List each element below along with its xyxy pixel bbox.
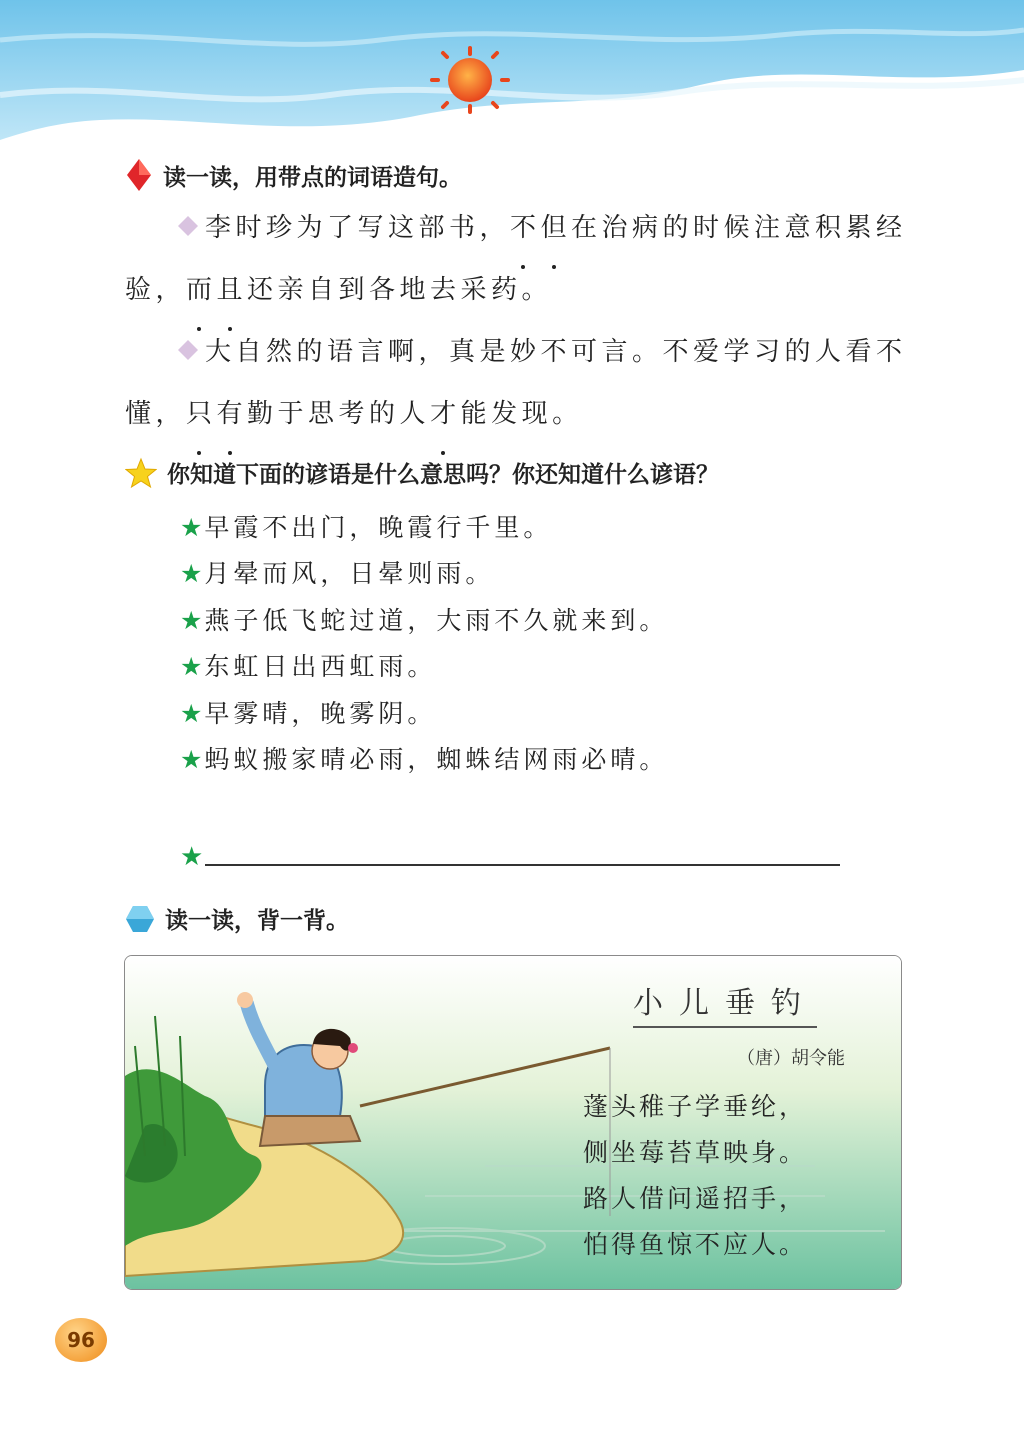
red-diamond-icon: [125, 158, 153, 192]
sentence-text: 懂，: [125, 399, 187, 429]
proverb-item: [180, 737, 668, 783]
poem-illustration-card: [124, 955, 902, 1290]
green-star-icon: ★: [180, 842, 204, 872]
blank-answer-line[interactable]: [205, 864, 840, 866]
sky-wave-banner: [0, 0, 1024, 150]
sentence-text: 李时珍为了写这部书，: [205, 213, 511, 243]
dotted-keyword: 且: [217, 259, 248, 321]
green-star-icon: ★: [180, 559, 203, 589]
proverb-text: 东虹日出西虹雨。: [204, 652, 437, 682]
green-star-icon: ★: [180, 652, 203, 682]
poem-line: 路人借问遥招手，: [583, 1184, 808, 1213]
proverb-text: 蚂蚁搬家晴必雨，蜘蛛结网雨必晴。: [204, 745, 669, 775]
dotted-keyword: 才: [430, 383, 461, 445]
green-star-icon: ★: [180, 698, 203, 728]
poem-title: 小儿垂钓: [633, 978, 817, 1028]
sentence-line: [125, 197, 915, 259]
proverb-item: [180, 551, 668, 597]
proverb-item: [180, 598, 668, 644]
purple-diamond-icon: [177, 337, 205, 367]
proverb-item: [180, 691, 668, 737]
proverb-list: [180, 505, 668, 783]
sentence-text: 还亲自到各地去采药。: [247, 275, 553, 305]
yellow-star-icon: [125, 457, 157, 489]
section-title: 你知道下面的谚语是什么意思吗？你还知道什么谚语？: [167, 462, 719, 488]
fill-in-blank[interactable]: [180, 842, 840, 872]
section-heading-make-sentences: [125, 158, 462, 192]
poem-text: [583, 1084, 807, 1268]
green-star-icon: ★: [180, 513, 203, 542]
sentence-text: 能发现。: [460, 399, 583, 429]
poem-author: （唐）胡令能: [737, 1048, 845, 1069]
green-star-icon: ★: [180, 745, 203, 775]
poem-line: 怕得鱼惊不应人。: [583, 1230, 808, 1259]
proverb-text: 燕子低飞蛇过道，大雨不久就来到。: [204, 605, 669, 635]
sentence-line: [125, 383, 915, 445]
section-heading-recite: [125, 902, 349, 935]
green-star-icon: ★: [180, 605, 203, 635]
blue-hexagon-icon: [125, 904, 155, 934]
page-number: 96: [55, 1318, 107, 1362]
example-sentences: [125, 197, 915, 445]
dotted-keyword: 有: [217, 383, 248, 445]
sentence-text: 大自然的语言啊，真是妙不可言。不爱学习的人看不: [205, 337, 907, 367]
poem-line: 侧坐莓苔草映身。: [583, 1138, 808, 1167]
section-heading-proverbs: [125, 456, 719, 489]
proverb-item: [180, 644, 668, 690]
dotted-keyword: 而: [186, 259, 217, 321]
dotted-keyword: 不: [510, 197, 541, 259]
proverb-text: 早霞不出门，晚霞行千里。: [204, 513, 553, 542]
sentence-text: 勤于思考的人: [247, 399, 431, 429]
proverb-text: 月晕而风，日晕则雨。: [204, 559, 495, 589]
section-title: 读一读，背一背。: [165, 908, 349, 934]
section-title: 读一读，用带点的词语造句。: [163, 164, 462, 191]
dotted-keyword: 但: [541, 197, 572, 259]
poem-line: 蓬头稚子学垂纶，: [583, 1092, 808, 1121]
purple-diamond-icon: [177, 213, 205, 243]
sentence-line: [125, 321, 915, 383]
proverb-item: [180, 505, 668, 551]
sentence-line: [125, 259, 915, 321]
dotted-keyword: 只: [186, 383, 217, 445]
proverb-text: 早雾晴，晚雾阴。: [204, 698, 437, 728]
sentence-text: 验，: [125, 275, 187, 305]
sentence-text: 在治病的时候注意积累经: [571, 213, 907, 243]
